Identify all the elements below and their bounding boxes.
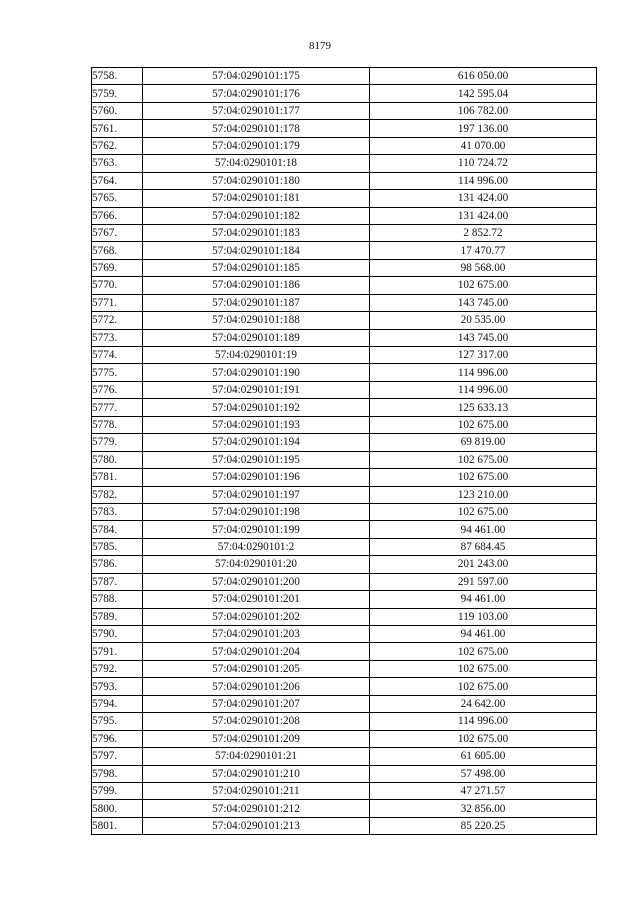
cadastral-number-cell: 57:04:0290101:19 [143,347,370,364]
table-row [92,277,597,294]
row-number-cell: 5780. [92,451,143,468]
table-row [92,102,597,119]
cadastral-number-cell: 57:04:0290101:213 [143,817,370,834]
row-number-cell: 5761. [92,120,143,137]
row-number-cell: 5801. [92,817,143,834]
row-number-cell: 5787. [92,573,143,590]
row-number-cell: 5772. [92,312,143,329]
row-number-cell: 5800. [92,800,143,817]
cadastral-value-cell: 143 745.00 [370,329,597,346]
row-number-cell: 5774. [92,347,143,364]
cadastral-number-cell: 57:04:0290101:176 [143,85,370,102]
cadastral-value-cell: 131 424.00 [370,207,597,224]
table-row [92,608,597,625]
cadastral-value-cell: 125 633.13 [370,399,597,416]
cadastral-number-cell: 57:04:0290101:205 [143,660,370,677]
cadastral-number-cell: 57:04:0290101:198 [143,503,370,520]
cadastral-number-cell: 57:04:0290101:175 [143,68,370,85]
row-number-cell: 5781. [92,469,143,486]
cadastral-value-cell: 131 424.00 [370,190,597,207]
row-number-cell: 5794. [92,695,143,712]
table-row [92,817,597,834]
table-row [92,626,597,643]
row-number-cell: 5762. [92,137,143,154]
cadastral-number-cell: 57:04:0290101:190 [143,364,370,381]
cadastral-value-cell: 114 996.00 [370,713,597,730]
cadastral-number-cell: 57:04:0290101:183 [143,224,370,241]
cadastral-number-cell: 57:04:0290101:194 [143,434,370,451]
row-number-cell: 5786. [92,556,143,573]
cadastral-value-cell: 98 568.00 [370,259,597,276]
row-number-cell: 5775. [92,364,143,381]
cadastral-value-cell: 41 070.00 [370,137,597,154]
table-row [92,521,597,538]
table-row [92,748,597,765]
row-number-cell: 5767. [92,224,143,241]
row-number-cell: 5783. [92,503,143,520]
cadastral-number-cell: 57:04:0290101:20 [143,556,370,573]
table-row [92,556,597,573]
cadastral-number-cell: 57:04:0290101:184 [143,242,370,259]
row-number-cell: 5771. [92,294,143,311]
row-number-cell: 5764. [92,172,143,189]
cadastral-value-cell: 17 470.77 [370,242,597,259]
row-number-cell: 5793. [92,678,143,695]
cadastral-value-cell: 143 745.00 [370,294,597,311]
cadastral-value-cell: 102 675.00 [370,503,597,520]
cadastral-number-cell: 57:04:0290101:196 [143,469,370,486]
cadastral-number-cell: 57:04:0290101:177 [143,102,370,119]
table-row [92,469,597,486]
row-number-cell: 5770. [92,277,143,294]
cadastral-number-cell: 57:04:0290101:210 [143,765,370,782]
cadastral-value-cell: 94 461.00 [370,626,597,643]
row-number-cell: 5765. [92,190,143,207]
cadastral-value-cell: 123 210.00 [370,486,597,503]
cadastral-number-cell: 57:04:0290101:18 [143,155,370,172]
cadastral-number-cell: 57:04:0290101:179 [143,137,370,154]
table-row [92,312,597,329]
row-number-cell: 5782. [92,486,143,503]
cadastral-number-cell: 57:04:0290101:21 [143,748,370,765]
table-row [92,120,597,137]
cadastral-number-cell: 57:04:0290101:201 [143,591,370,608]
cadastral-value-cell: 24 642.00 [370,695,597,712]
cadastral-number-cell: 57:04:0290101:178 [143,120,370,137]
table-row [92,224,597,241]
cadastral-number-cell: 57:04:0290101:208 [143,713,370,730]
cadastral-number-cell: 57:04:0290101:180 [143,172,370,189]
row-number-cell: 5769. [92,259,143,276]
cadastral-number-cell: 57:04:0290101:191 [143,381,370,398]
row-number-cell: 5788. [92,591,143,608]
cadastral-value-cell: 20 535.00 [370,312,597,329]
row-number-cell: 5792. [92,660,143,677]
page-number: 8179 [309,40,331,52]
table-row [92,800,597,817]
row-number-cell: 5777. [92,399,143,416]
row-number-cell: 5799. [92,782,143,799]
table-row [92,381,597,398]
table-row [92,68,597,85]
table-row [92,242,597,259]
row-number-cell: 5784. [92,521,143,538]
row-number-cell: 5795. [92,713,143,730]
cadastral-number-cell: 57:04:0290101:204 [143,643,370,660]
cadastral-value-cell: 69 819.00 [370,434,597,451]
cadastral-value-cell: 102 675.00 [370,660,597,677]
cadastral-value-cell: 114 996.00 [370,172,597,189]
row-number-cell: 5798. [92,765,143,782]
cadastral-number-cell: 57:04:0290101:188 [143,312,370,329]
table-row [92,538,597,555]
cadastral-number-cell: 57:04:0290101:192 [143,399,370,416]
cadastral-number-cell: 57:04:0290101:193 [143,416,370,433]
cadastral-number-cell: 57:04:0290101:197 [143,486,370,503]
cadastral-value-cell: 87 684.45 [370,538,597,555]
cadastral-value-cell: 102 675.00 [370,678,597,695]
cadastral-value-cell: 102 675.00 [370,469,597,486]
cadastral-value-cell: 2 852.72 [370,224,597,241]
cadastral-number-cell: 57:04:0290101:200 [143,573,370,590]
cadastral-value-cell: 106 782.00 [370,102,597,119]
row-number-cell: 5776. [92,381,143,398]
cadastral-number-cell: 57:04:0290101:185 [143,259,370,276]
table-row [92,573,597,590]
table-row [92,434,597,451]
row-number-cell: 5790. [92,626,143,643]
row-number-cell: 5760. [92,102,143,119]
cadastral-value-cell: 102 675.00 [370,416,597,433]
table-row [92,329,597,346]
cadastral-number-cell: 57:04:0290101:207 [143,695,370,712]
cadastral-value-cell: 201 243.00 [370,556,597,573]
row-number-cell: 5791. [92,643,143,660]
row-number-cell: 5779. [92,434,143,451]
cadastral-value-cell: 119 103.00 [370,608,597,625]
table-row [92,678,597,695]
cadastral-number-cell: 57:04:0290101:199 [143,521,370,538]
row-number-cell: 5789. [92,608,143,625]
table-row [92,643,597,660]
cadastral-value-cell: 94 461.00 [370,591,597,608]
cadastral-number-cell: 57:04:0290101:211 [143,782,370,799]
cadastral-value-cell: 102 675.00 [370,277,597,294]
cadastral-number-cell: 57:04:0290101:187 [143,294,370,311]
table-row [92,190,597,207]
table-row [92,660,597,677]
cadastral-value-cell: 291 597.00 [370,573,597,590]
cadastral-value-cell: 85 220.25 [370,817,597,834]
cadastral-number-cell: 57:04:0290101:209 [143,730,370,747]
cadastral-value-cell: 102 675.00 [370,730,597,747]
cadastral-number-cell: 57:04:0290101:181 [143,190,370,207]
cadastral-value-cell: 127 317.00 [370,347,597,364]
table-row [92,364,597,381]
cadastral-value-cell: 142 595.04 [370,85,597,102]
cadastral-number-cell: 57:04:0290101:182 [143,207,370,224]
table-row [92,155,597,172]
table-row [92,503,597,520]
row-number-cell: 5759. [92,85,143,102]
row-number-cell: 5778. [92,416,143,433]
table-row [92,451,597,468]
table-row [92,695,597,712]
row-number-cell: 5768. [92,242,143,259]
row-number-cell: 5758. [92,68,143,85]
row-number-cell: 5797. [92,748,143,765]
row-number-cell: 5763. [92,155,143,172]
cadastral-value-cell: 616 050.00 [370,68,597,85]
cadastral-number-cell: 57:04:0290101:186 [143,277,370,294]
cadastral-value-cell: 47 271.57 [370,782,597,799]
table-row [92,207,597,224]
cadastral-value-cell: 94 461.00 [370,521,597,538]
cadastral-number-cell: 57:04:0290101:195 [143,451,370,468]
cadastral-value-cell: 32 856.00 [370,800,597,817]
row-number-cell: 5796. [92,730,143,747]
table-row [92,591,597,608]
cadastral-number-cell: 57:04:0290101:189 [143,329,370,346]
cadastral-number-cell: 57:04:0290101:212 [143,800,370,817]
cadastral-number-cell: 57:04:0290101:2 [143,538,370,555]
table-row [92,782,597,799]
table-row [92,730,597,747]
table-row [92,259,597,276]
table-row [92,347,597,364]
cadastral-value-cell: 110 724.72 [370,155,597,172]
table-row [92,294,597,311]
cadastral-value-table [91,67,597,835]
cadastral-value-cell: 114 996.00 [370,364,597,381]
row-number-cell: 5766. [92,207,143,224]
row-number-cell: 5773. [92,329,143,346]
cadastral-value-cell: 114 996.00 [370,381,597,398]
table-row [92,85,597,102]
cadastral-number-cell: 57:04:0290101:206 [143,678,370,695]
row-number-cell: 5785. [92,538,143,555]
table-row [92,416,597,433]
cadastral-number-cell: 57:04:0290101:203 [143,626,370,643]
cadastral-value-cell: 102 675.00 [370,451,597,468]
table-row [92,713,597,730]
cadastral-value-cell: 102 675.00 [370,643,597,660]
cadastral-value-cell: 61 605.00 [370,748,597,765]
table-row [92,399,597,416]
table-row [92,137,597,154]
table-row [92,172,597,189]
cadastral-value-cell: 57 498.00 [370,765,597,782]
table-row [92,486,597,503]
table-row [92,765,597,782]
cadastral-value-cell: 197 136.00 [370,120,597,137]
cadastral-number-cell: 57:04:0290101:202 [143,608,370,625]
table-body [92,68,597,835]
